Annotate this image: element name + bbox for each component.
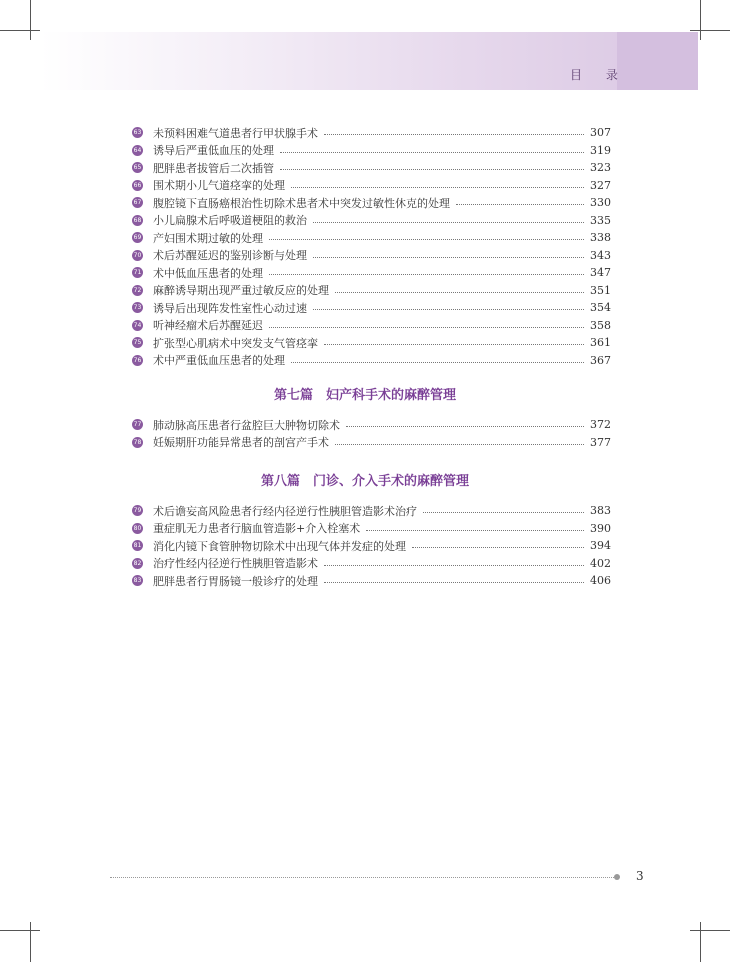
leader-dots (280, 169, 584, 170)
entry-number-badge: 77 (133, 421, 142, 428)
entry-title: 治疗性经内径逆行性胰胆管造影术 (153, 557, 318, 570)
leader-dots (324, 134, 584, 135)
leader-dots (324, 565, 584, 566)
entry-page-number: 406 (590, 574, 611, 587)
entry-number-badge: 78 (133, 438, 142, 446)
leader-dots (324, 582, 584, 583)
toc-entry[interactable] (132, 317, 610, 334)
entry-number-badge: 76 (133, 356, 142, 364)
entry-title: 麻醉诱导期出现严重过敏反应的处理 (153, 284, 329, 297)
entry-title: 术中严重低血压患者的处理 (153, 354, 285, 367)
entry-page-number: 361 (590, 336, 611, 349)
toc-entry[interactable] (132, 212, 610, 229)
entry-number-badge: 82 (133, 559, 142, 567)
entry-title: 肺动脉高压患者行盆腔巨大肿物切除术 (153, 418, 340, 432)
section-heading-7: 第七篇 妇产科手术的麻醉管理 (273, 388, 456, 403)
crop-mark-bottom-right-h (690, 930, 730, 931)
entry-number-badge: 63 (133, 129, 142, 136)
entry-page-number: 383 (590, 504, 611, 517)
toc-entry[interactable] (132, 416, 610, 433)
toc-entry[interactable] (132, 434, 610, 451)
entry-number-badge: 83 (133, 577, 142, 584)
header-accent-bar (617, 32, 698, 90)
toc-entry[interactable] (132, 159, 610, 176)
toc-entry[interactable] (132, 247, 610, 264)
entry-title: 扩张型心肌病术中突发支气管痉挛 (153, 336, 318, 350)
entry-page-number: 330 (590, 196, 611, 209)
leader-dots (269, 327, 584, 328)
toc-entry[interactable] (132, 572, 610, 589)
entry-number-badge: 80 (133, 524, 142, 532)
leader-dots (280, 152, 584, 153)
entry-number-badge: 65 (133, 164, 142, 171)
toc-entry[interactable] (132, 520, 610, 537)
toc-entry[interactable] (132, 537, 610, 554)
page-number: 3 (636, 869, 644, 883)
leader-dots (313, 222, 584, 223)
entry-page-number: 323 (590, 161, 611, 174)
leader-dots (324, 344, 584, 345)
entry-page-number: 377 (590, 435, 611, 449)
toc-entry[interactable] (132, 194, 610, 211)
entry-title: 术后苏醒延迟的鉴别诊断与处理 (153, 249, 307, 262)
entry-title: 未预料困难气道患者行甲状腺手术 (153, 126, 318, 140)
toc-entry[interactable] (132, 352, 610, 369)
leader-dots (269, 239, 584, 240)
crop-mark-bottom-right-v (700, 922, 701, 962)
entry-number-badge: 71 (133, 269, 142, 276)
entry-page-number: 338 (590, 231, 611, 244)
crop-mark-top-left-h (0, 30, 40, 31)
entry-number-badge: 73 (133, 304, 142, 311)
entry-page-number: 367 (590, 353, 611, 367)
entry-title: 妊娠期肝功能异常患者的剖宫产手术 (153, 436, 329, 449)
entry-title: 肥胖患者行胃肠镜一般诊疗的处理 (153, 574, 318, 588)
entry-page-number: 327 (590, 178, 611, 192)
entry-title: 术中低血压患者的处理 (153, 266, 263, 280)
entry-title: 消化内镜下食管肿物切除术中出现气体并发症的处理 (153, 539, 406, 553)
entry-title: 诱导后出现阵发性室性心动过速 (153, 301, 307, 315)
leader-dots (346, 426, 584, 427)
entry-number-badge: 66 (133, 181, 142, 189)
entry-number-badge: 70 (133, 251, 142, 259)
leader-dots (269, 274, 584, 275)
toc-entry[interactable] (132, 334, 610, 351)
toc-entry[interactable] (132, 299, 610, 316)
leader-dots (335, 292, 584, 293)
entry-number-badge: 79 (133, 507, 142, 514)
leader-dots (366, 530, 584, 531)
leader-dots (423, 512, 584, 513)
entry-number-badge: 74 (133, 321, 142, 329)
footer-bullet (614, 874, 620, 880)
header-title: 目 录 (570, 68, 628, 82)
entry-page-number: 402 (590, 556, 611, 570)
leader-dots (313, 257, 584, 258)
footer-dotted-rule (110, 877, 618, 878)
section-heading-8: 第八篇 门诊、介入手术的麻醉管理 (260, 474, 469, 489)
entry-title: 听神经瘤术后苏醒延迟 (153, 319, 263, 332)
leader-dots (291, 362, 584, 363)
entry-title: 腹腔镜下直肠癌根治性切除术患者术中突发过敏性休克的处理 (153, 196, 450, 210)
toc-entry[interactable] (132, 229, 610, 246)
entry-title: 围术期小儿气道痉挛的处理 (153, 179, 285, 192)
leader-dots (456, 204, 584, 205)
toc-entry[interactable] (132, 264, 610, 281)
entry-page-number: 347 (590, 266, 611, 279)
toc-entry[interactable] (132, 177, 610, 194)
toc-entry[interactable] (132, 124, 610, 141)
entry-number-badge: 68 (133, 216, 142, 224)
entry-number-badge: 81 (133, 542, 142, 549)
toc-entry[interactable] (132, 142, 610, 159)
entry-page-number: 319 (590, 143, 611, 157)
entry-title: 小儿扁腺术后呼吸道梗阻的救治 (153, 214, 307, 227)
crop-mark-bottom-left-h (0, 930, 40, 931)
entry-number-badge: 64 (133, 146, 142, 154)
entry-page-number: 307 (590, 126, 611, 139)
entry-page-number: 390 (590, 521, 611, 535)
toc-entry[interactable] (132, 282, 610, 299)
entry-number-badge: 67 (133, 199, 142, 206)
leader-dots (412, 547, 584, 548)
crop-mark-top-right-h (690, 30, 730, 31)
entry-page-number: 354 (590, 301, 611, 314)
leader-dots (335, 444, 584, 445)
entry-page-number: 394 (590, 539, 611, 552)
entry-number-badge: 75 (133, 339, 142, 346)
leader-dots (291, 187, 584, 188)
entry-title: 诱导后严重低血压的处理 (153, 144, 274, 157)
entry-number-badge: 72 (133, 286, 142, 294)
entry-page-number: 335 (590, 213, 611, 227)
entry-title: 产妇围术期过敏的处理 (153, 231, 263, 245)
crop-mark-bottom-left-v (30, 922, 31, 962)
toc-entry[interactable] (132, 502, 610, 519)
entry-page-number: 372 (590, 418, 611, 431)
crop-mark-top-left-v (30, 0, 31, 40)
toc-entry[interactable] (132, 555, 610, 572)
entry-page-number: 358 (590, 318, 611, 332)
entry-number-badge: 69 (133, 234, 142, 241)
leader-dots (313, 309, 584, 310)
entry-title: 重症肌无力患者行脑血管造影+介入栓塞术 (153, 522, 361, 535)
entry-page-number: 351 (590, 283, 611, 297)
entry-page-number: 343 (590, 248, 611, 262)
entry-title: 术后谵妄高风险患者行经内径逆行性胰胆管造影术治疗 (153, 504, 417, 518)
crop-mark-top-right-v (700, 0, 701, 40)
entry-title: 肥胖患者拔管后二次插管 (153, 161, 274, 175)
